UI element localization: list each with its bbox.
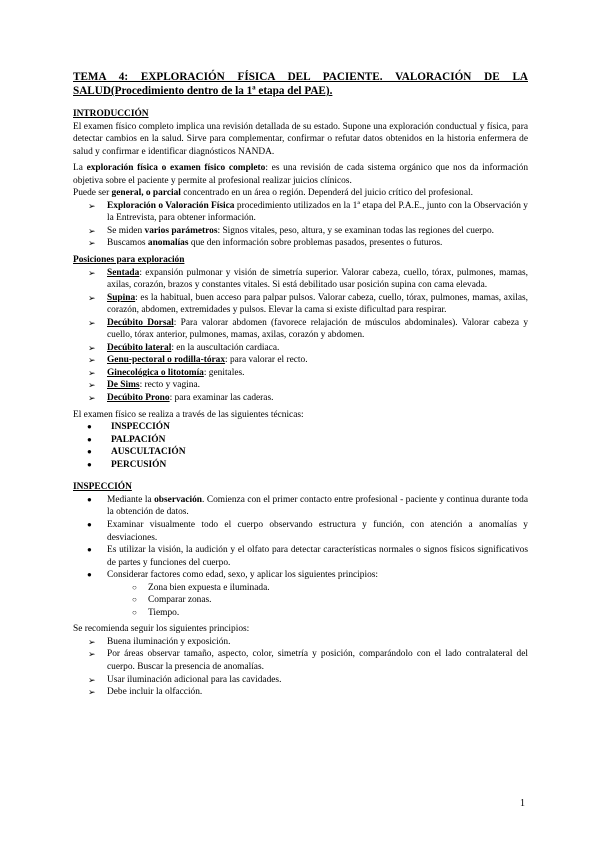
text-run: Comparar zonas. bbox=[148, 595, 212, 606]
bold-run: Supina bbox=[107, 292, 136, 303]
bold-run: observación bbox=[154, 494, 203, 505]
text-run: : Signos vitales, peso, altura, y se examinan todas las regiones del cuerpo. bbox=[217, 225, 494, 236]
text-run: procedimiento utilizados en la 1ª etapa del P.A.E., junto con la Observación y la Entrevista, para obtener información. bbox=[107, 200, 528, 224]
circle-icon: ○ bbox=[132, 582, 137, 592]
text-run: Buena iluminación y exposición. bbox=[107, 636, 231, 647]
list-item bbox=[73, 392, 528, 405]
list-item bbox=[73, 544, 528, 569]
arrow-icon: ➢ bbox=[88, 317, 96, 328]
posiciones-list bbox=[73, 267, 528, 405]
intro-paragraph-1: El examen físico completo implica una revisión detallada de su estado. Supone una exploración conductual y física, para detectar cambios en la salud. Sirve para complementar, confirmar o refutar datos obtenidos en la historia enfermera de salud y confirmar e identificar diagnósticos NANDA. bbox=[73, 121, 528, 157]
text-run: : recto y vagina. bbox=[139, 380, 200, 391]
text-run: Considerar factores como edad, sexo, y aplicar los siguientes principios: bbox=[107, 570, 379, 581]
text-run: Puede ser bbox=[73, 188, 112, 199]
list-item bbox=[73, 421, 528, 434]
arrow-icon: ➢ bbox=[88, 238, 96, 249]
list-item bbox=[73, 237, 528, 250]
circle-icon: ○ bbox=[132, 595, 137, 605]
text-run: Tiempo. bbox=[148, 607, 180, 618]
text-run: PERCUSIÓN bbox=[111, 459, 167, 470]
tecnicas-list bbox=[73, 421, 528, 471]
text-run: Debe incluir la olfacción. bbox=[107, 687, 203, 698]
text-run: Mediante la bbox=[107, 494, 155, 505]
text-run: La bbox=[73, 163, 87, 174]
arrow-icon: ➢ bbox=[88, 292, 96, 303]
text-run: : es una revisión de cada sistema orgánico que nos da información objetiva sobre el paciente y permite al profesional realizar juicios clínicos. bbox=[73, 163, 529, 186]
list-item bbox=[73, 267, 528, 292]
text-run: que den información sobre problemas pasados, presentes o futuros. bbox=[188, 238, 443, 249]
list-item bbox=[73, 569, 528, 582]
text-run: Buscamos bbox=[107, 238, 148, 249]
bullet-icon: ● bbox=[87, 545, 92, 555]
bold-run: exploración física o examen físico completo bbox=[86, 163, 266, 174]
list-item bbox=[73, 354, 528, 367]
text-run: : Para valorar abdomen (favorece relajación de músculos abdominales). Valorar cabeza y cuello, tórax anterior, pulmones, mamas, axilas, corazón y abdomen. bbox=[107, 317, 529, 341]
text-run: : es la habitual, buen acceso para palpar pulsos. Valorar cabeza, cuello, tórax, pulmones, mamas, axilas, corazón, abdomen, extremidades y pulsos. Elevar la cama si existe dificultad para respirar. bbox=[107, 292, 528, 316]
arrow-icon: ➢ bbox=[88, 367, 96, 378]
heading-inspeccion: INSPECCIÓN bbox=[73, 482, 132, 493]
inspeccion-list bbox=[73, 494, 528, 582]
bullet-icon: ● bbox=[87, 459, 92, 469]
text-run: Es utilizar la visión, la audición y el olfato para detectar características normales o signos físicos significativos de partes y funciones del cuerpo. bbox=[107, 545, 528, 568]
list-item bbox=[73, 648, 528, 673]
list-item bbox=[73, 582, 528, 595]
list-item bbox=[73, 379, 528, 392]
list-item bbox=[73, 225, 528, 238]
bold-run: anomalías bbox=[147, 238, 189, 249]
list-item bbox=[73, 686, 528, 699]
bullet-icon: ● bbox=[87, 422, 92, 432]
list-item bbox=[73, 607, 528, 620]
text-run: PALPACIÓN bbox=[111, 434, 166, 445]
arrow-icon: ➢ bbox=[88, 687, 96, 698]
bullet-icon: ● bbox=[87, 434, 92, 444]
document-title: TEMA 4: EXPLORACIÓN FÍSICA DEL PACIENTE. VALORACIÓN DE LA SALUD(Procedimiento dentro de la 1ª etapa del PAE). bbox=[73, 71, 528, 97]
list-item bbox=[73, 459, 528, 472]
bold-run: Decúbito Dorsal bbox=[107, 317, 174, 328]
inspeccion-sublist bbox=[73, 582, 528, 620]
list-item bbox=[73, 434, 528, 447]
bullet-icon: ● bbox=[87, 447, 92, 457]
list-item bbox=[73, 292, 528, 317]
text-run: : expansión pulmonar y visión de simetría superior. Valorar cabeza, cuello, tórax, pulmones, mamas, axilas, corazón, brazos y constantes vitales. Si está debilitado usar posición supina con cama elevada. bbox=[107, 267, 528, 291]
arrow-icon: ➢ bbox=[88, 225, 96, 236]
text-run: : en la auscultación cardiaca. bbox=[171, 342, 280, 353]
heading-introduccion: INTRODUCCIÓN bbox=[73, 109, 149, 119]
list-item bbox=[73, 200, 528, 225]
arrow-icon: ➢ bbox=[88, 380, 96, 391]
text-run: INSPECCIÓN bbox=[111, 422, 170, 433]
bold-run: varios parámetros bbox=[144, 225, 218, 236]
list-item bbox=[73, 342, 528, 355]
text-run: : para valorar el recto. bbox=[225, 355, 308, 366]
text-run: Zona bien expuesta e iluminada. bbox=[148, 582, 270, 593]
text-run: concentrado en un área o región. Dependerá del juicio crítico del profesional. bbox=[180, 188, 473, 199]
arrow-icon: ➢ bbox=[88, 393, 96, 404]
arrow-icon: ➢ bbox=[88, 267, 96, 278]
bold-run: Ginecológica o litotomía bbox=[107, 367, 204, 378]
list-item bbox=[73, 446, 528, 459]
text-run: : para examinar las caderas. bbox=[169, 393, 274, 404]
list-item bbox=[73, 636, 528, 649]
recomendaciones-list bbox=[73, 636, 528, 699]
text-run: : genitales. bbox=[203, 367, 245, 378]
list-item bbox=[73, 519, 528, 544]
intro-paragraph-3 bbox=[73, 187, 528, 200]
arrow-icon: ➢ bbox=[88, 200, 96, 211]
text-run: Por áreas observar tamaño, aspecto, color, simetría y posición, comparándolo con el lado contralateral del cuerpo. Buscar la presencia de anomalías. bbox=[107, 649, 528, 672]
heading-posiciones: Posiciones para exploración bbox=[73, 255, 185, 266]
bullet-icon: ● bbox=[87, 494, 92, 504]
text-run: Usar iluminación adicional para las cavidades. bbox=[107, 674, 282, 685]
list-item bbox=[73, 594, 528, 607]
text-run: Examinar visualmente todo el cuerpo observando estructura y función, con atención a anomalías y desviaciones. bbox=[107, 519, 528, 543]
list-item bbox=[73, 674, 528, 687]
arrow-icon: ➢ bbox=[88, 342, 96, 353]
page-number: 1 bbox=[520, 798, 525, 809]
recomendaciones-intro: Se recomienda seguir los siguientes principios: bbox=[73, 624, 250, 635]
bold-run: Decúbito lateral bbox=[107, 342, 172, 353]
tecnicas-intro: El examen físico se realiza a través de las siguientes técnicas: bbox=[73, 409, 304, 420]
text-run: AUSCULTACIÓN bbox=[111, 447, 186, 458]
bold-run: Decúbito Prono bbox=[107, 393, 170, 404]
circle-icon: ○ bbox=[132, 607, 137, 617]
document-body bbox=[73, 70, 528, 699]
arrow-icon: ➢ bbox=[88, 355, 96, 366]
bold-run: Genu-pectoral o rodilla-tórax bbox=[107, 355, 226, 366]
bold-run: general, o parcial bbox=[111, 188, 181, 199]
bold-run: De Sims bbox=[107, 380, 140, 391]
intro-paragraph-2 bbox=[73, 162, 528, 187]
text-run: . Comienza con el primer contacto entre profesional - paciente y continua durante toda la obtención de datos. bbox=[107, 494, 528, 518]
list-item bbox=[73, 494, 528, 519]
text-run: Se miden bbox=[107, 225, 145, 236]
intro-list bbox=[73, 200, 528, 250]
bullet-icon: ● bbox=[87, 570, 92, 580]
arrow-icon: ➢ bbox=[88, 674, 96, 685]
bold-run: Exploración o Valoración Física bbox=[107, 200, 235, 211]
arrow-icon: ➢ bbox=[88, 636, 96, 647]
bold-run: Sentada bbox=[107, 267, 140, 278]
arrow-icon: ➢ bbox=[88, 649, 96, 660]
bullet-icon: ● bbox=[87, 519, 92, 529]
list-item bbox=[73, 367, 528, 380]
list-item bbox=[73, 317, 528, 342]
